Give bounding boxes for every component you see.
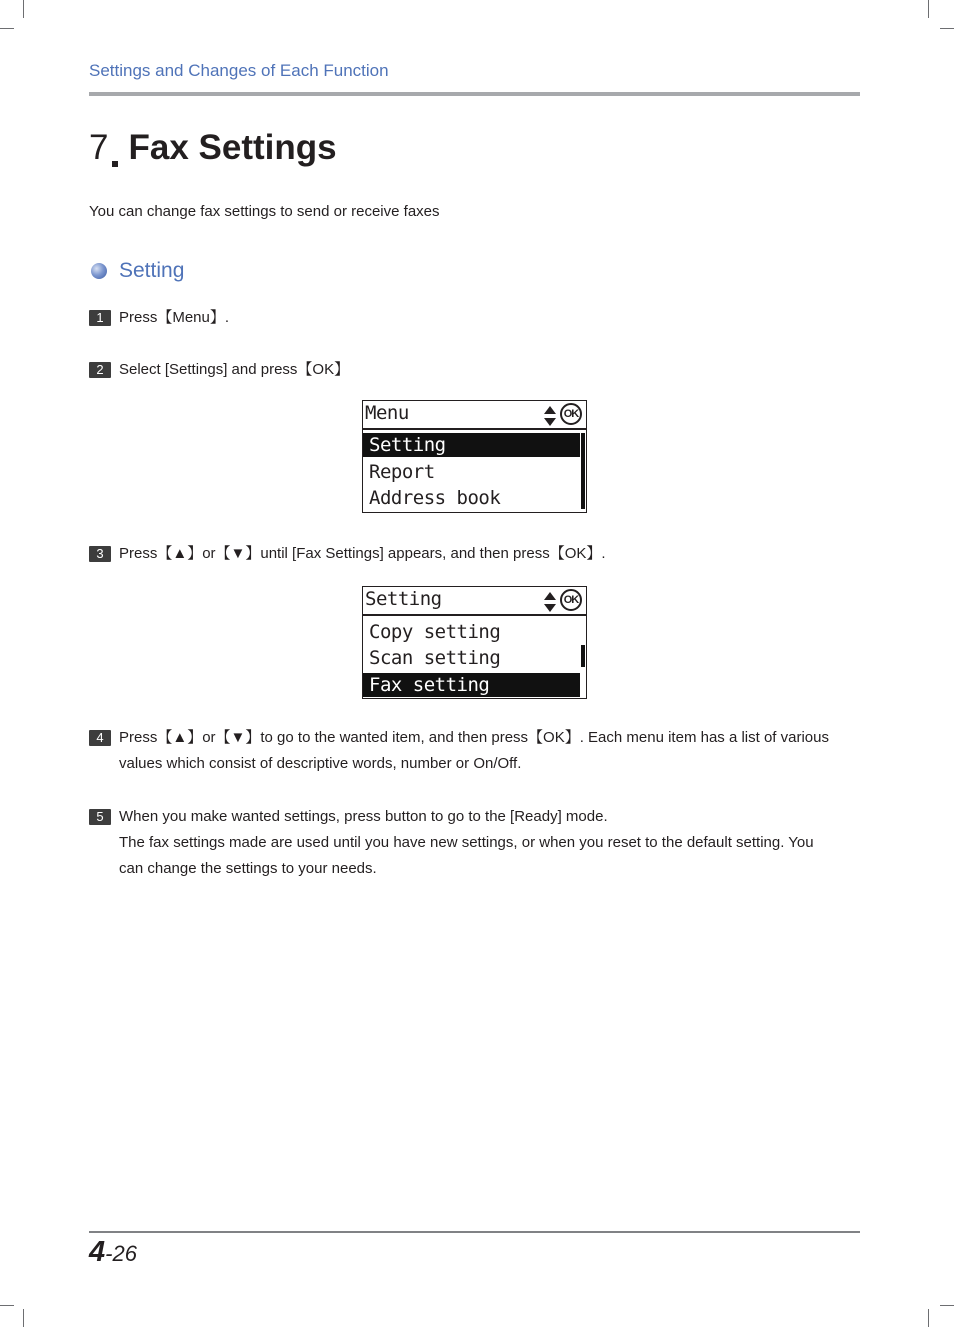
lcd-menu-item: Setting (363, 433, 580, 457)
lcd-menu-item: Fax setting (363, 673, 580, 697)
lcd-scrollbar (581, 433, 585, 509)
crop-mark (0, 28, 14, 29)
lcd-screen-menu (362, 400, 587, 513)
step-text (119, 357, 859, 383)
title-dot (112, 161, 118, 167)
step-text (119, 725, 859, 777)
lcd-divider (363, 428, 586, 430)
step-number-badge: 3 (89, 546, 111, 562)
step-text (119, 541, 859, 567)
crop-mark (23, 0, 24, 18)
step-text (119, 804, 859, 882)
page-title (89, 128, 337, 168)
intro-text: You can change fax settings to send or receive faxes (89, 203, 440, 220)
step-line: values which consist of descriptive words, number or On/Off. (119, 755, 522, 772)
step-line: When you make wanted settings, press button to go to the [Ready] mode. (119, 808, 608, 825)
lcd-menu-item: Scan setting (369, 647, 501, 669)
section-heading (91, 259, 184, 283)
lcd-menu-item: Report (369, 461, 435, 483)
lcd-title: Menu (365, 402, 409, 424)
crop-mark (928, 1309, 929, 1327)
lcd-menu-item: Copy setting (369, 621, 501, 643)
step-line: The fax settings made are used until you have new settings, or when you reset to the default setting. You (119, 834, 814, 851)
step-number-badge: 4 (89, 730, 111, 746)
up-down-arrow-icon (544, 406, 556, 426)
lcd-divider (363, 614, 586, 616)
crop-mark (23, 1309, 24, 1327)
page-index: -26 (105, 1241, 137, 1266)
step-number-badge: 5 (89, 809, 111, 825)
chapter-number: 4 (89, 1236, 106, 1268)
title-text: Fax Settings (128, 128, 337, 167)
crop-mark (928, 0, 929, 18)
lcd-menu-item: Address book (369, 487, 501, 509)
page-number (89, 1236, 137, 1269)
ok-icon: OK (560, 589, 582, 611)
step-line: Press【▲】or【▼】until [Fax Settings] appears, and then press【OK】. (119, 545, 606, 562)
step-line: can change the settings to your needs. (119, 860, 377, 877)
crop-mark (940, 1305, 954, 1306)
bullet-icon (91, 263, 107, 279)
step-line: Select [Settings] and press【OK】 (119, 361, 350, 378)
step-text (119, 305, 859, 331)
section-label: Setting (119, 259, 185, 282)
step-line: Press【Menu】. (119, 309, 230, 326)
footer-rule (89, 1231, 860, 1233)
step-line: Press【▲】or【▼】to go to the wanted item, and then press【OK】. Each menu item has a list of various (119, 729, 829, 746)
up-down-arrow-icon (544, 592, 556, 612)
title-number: 7 (89, 128, 109, 167)
lcd-title: Setting (365, 588, 442, 610)
step-number-badge: 1 (89, 310, 111, 326)
header-rule (89, 92, 860, 96)
ok-icon: OK (560, 403, 582, 425)
running-header: Settings and Changes of Each Function (89, 61, 389, 80)
lcd-screen-setting (362, 586, 587, 699)
lcd-scrollbar (581, 645, 585, 667)
crop-mark (940, 28, 954, 29)
step-number-badge: 2 (89, 362, 111, 378)
crop-mark (0, 1305, 14, 1306)
